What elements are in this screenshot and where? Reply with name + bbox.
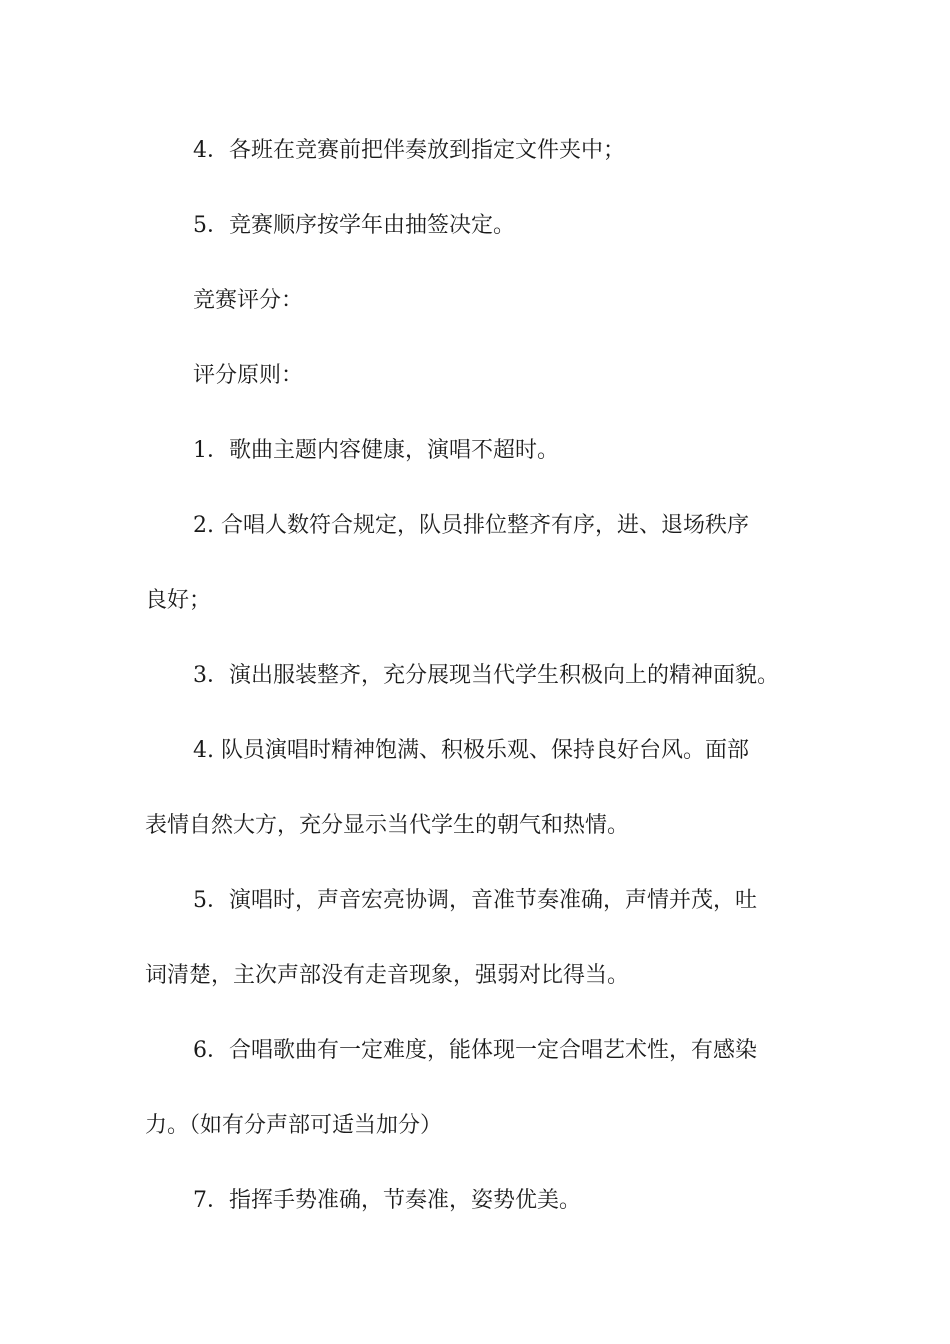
principle-4-line-1: 4. 队员演唱时精神饱满、积极乐观、保持良好台风。面部: [193, 738, 749, 763]
principle-7: 7．指挥手势准确，节奏准，姿势优美。: [193, 1188, 581, 1213]
rule-4-accompaniment: 4．各班在竞赛前把伴奏放到指定文件夹中；: [193, 138, 625, 163]
rule-5-order: 5．竞赛顺序按学年由抽签决定。: [193, 213, 515, 238]
principle-1: 1．歌曲主题内容健康，演唱不超时。: [193, 438, 559, 463]
section-heading-scoring: 竞赛评分：: [193, 288, 304, 313]
principle-4-line-2: 表情自然大方，充分显示当代学生的朝气和热情。: [145, 813, 630, 838]
principle-6-line-1: 6．合唱歌曲有一定难度，能体现一定合唱艺术性，有感染: [193, 1038, 757, 1063]
principle-5-line-2: 词清楚，主次声部没有走音现象，强弱对比得当。: [145, 963, 630, 988]
principle-2-line-2: 良好；: [145, 588, 212, 613]
principle-5-line-1: 5．演唱时，声音宏亮协调，音准节奏准确，声情并茂，吐: [193, 888, 757, 913]
principle-3: 3．演出服装整齐，充分展现当代学生积极向上的精神面貌。: [193, 663, 779, 688]
section-heading-principles: 评分原则：: [193, 363, 304, 388]
principle-2-line-1: 2. 合唱人数符合规定，队员排位整齐有序，进、退场秩序: [193, 513, 749, 538]
principle-6-line-2: 力。（如有分声部可适当加分）: [145, 1113, 443, 1138]
